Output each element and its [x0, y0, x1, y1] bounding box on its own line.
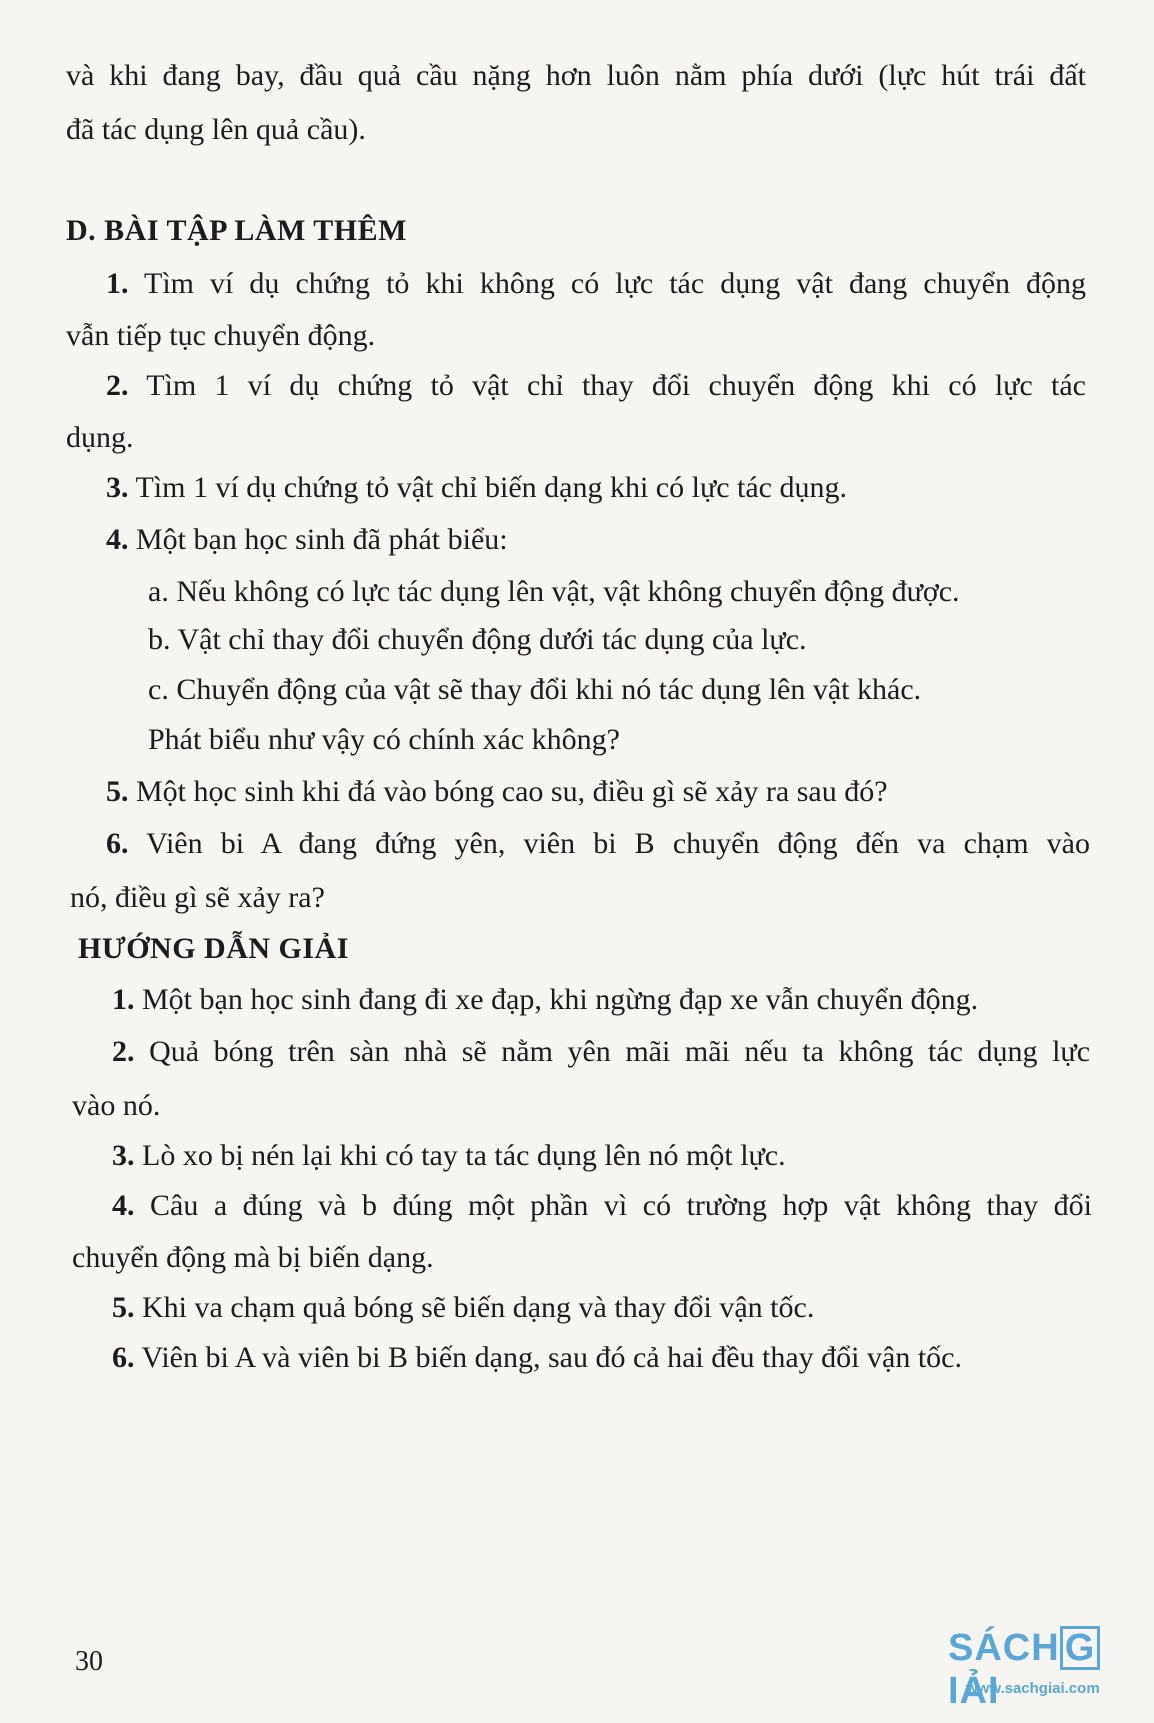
solution-1: [112, 982, 978, 1018]
solution-3: [112, 1138, 786, 1174]
intro-line-1: và khi đang bay, đầu quả cầu nặng hơn luôn nằm phía dưới (lực hút trái đất: [66, 59, 1086, 92]
solutions-title: HƯỚNG DẪN GIẢI: [78, 932, 349, 965]
statement-b: b. Vật chỉ thay đổi chuyển động dưới tác dụng của lực.: [148, 623, 807, 656]
statement-c: c. Chuyển động của vật sẽ thay đổi khi nó tác dụng lên vật khác.: [148, 673, 922, 706]
solution-text: Một bạn học sinh đang đi xe đạp, khi ngừng đạp xe vẫn chuyển động.: [142, 983, 979, 1016]
sachgiai-logo: [948, 1618, 1148, 1713]
solution-5: [112, 1290, 814, 1326]
section-d-title: D. BÀI TẬP LÀM THÊM: [66, 214, 407, 247]
solution-text: Viên bi A và viên bi B biến dạng, sau đó cả hai đều thay đổi vận tốc.: [141, 1341, 962, 1374]
solution-text: Quả bóng trên sàn nhà sẽ nằm yên mãi mãi nếu ta không tác dụng lực: [149, 1035, 1091, 1068]
solution-text: Khi va chạm quả bóng sẽ biến dạng và thay đổi vận tốc.: [142, 1291, 815, 1324]
exercise-number: 3.: [106, 471, 129, 504]
exercise-text: Viên bi A đang đứng yên, viên bi B chuyển động đến va chạm vào: [146, 827, 1090, 860]
logo-url: www.sachgiai.com: [966, 1680, 1100, 1697]
exercise-1-line-2: vẫn tiếp tục chuyển động.: [66, 319, 376, 352]
solution-number: 1.: [112, 983, 135, 1016]
exercise-1: [106, 266, 1086, 302]
exercise-2: [106, 368, 1086, 404]
exercise-number: 1.: [106, 267, 129, 300]
exercise-number: 2.: [106, 369, 129, 402]
exercise-text: Tìm 1 ví dụ chứng tỏ vật chỉ biến dạng khi có lực tác dụng.: [135, 471, 848, 504]
logo-wordmark: [948, 1626, 1148, 1713]
solution-text: Câu a đúng và b đúng một phần vì có trường hợp vật không thay đổi: [150, 1189, 1092, 1222]
exercise-6: [106, 826, 1090, 862]
solution-4-line-2: chuyển động mà bị biến dạng.: [72, 1241, 434, 1274]
exercise-5: [106, 774, 888, 810]
exercise-text: Một bạn học sinh đã phát biểu:: [136, 523, 508, 556]
exercise-2-line-2: dụng.: [66, 421, 134, 454]
exercise-number: 6.: [106, 827, 129, 860]
logo-text-left: SÁCH: [948, 1627, 1060, 1669]
intro-line-2: đã tác dụng lên quả cầu).: [66, 113, 366, 146]
exercise-number: 5.: [106, 775, 129, 808]
solution-number: 3.: [112, 1139, 135, 1172]
logo-text-right: IẢI: [948, 1670, 1000, 1712]
solution-number: 4.: [112, 1189, 135, 1222]
logo-boxed-letter: G: [1060, 1626, 1101, 1670]
solution-6: [112, 1340, 962, 1376]
solution-number: 5.: [112, 1291, 135, 1324]
exercise-3: [106, 470, 847, 506]
solution-number: 6.: [112, 1341, 135, 1374]
solution-2-line-2: vào nó.: [72, 1089, 161, 1122]
solution-number: 2.: [112, 1035, 135, 1068]
solution-2: [112, 1034, 1090, 1070]
statement-question: Phát biểu như vậy có chính xác không?: [148, 723, 620, 756]
page-number: 30: [75, 1646, 103, 1677]
exercise-number: 4.: [106, 523, 129, 556]
exercise-text: Tìm ví dụ chứng tỏ khi không có lực tác dụng vật đang chuyển động: [144, 267, 1086, 300]
exercise-text: Tìm 1 ví dụ chứng tỏ vật chỉ thay đổi chuyển động khi có lực tác: [146, 369, 1086, 402]
solution-4: [112, 1188, 1092, 1224]
exercise-text: Một học sinh khi đá vào bóng cao su, điều gì sẽ xảy ra sau đó?: [136, 775, 888, 808]
exercise-6-line-2: nó, điều gì sẽ xảy ra?: [70, 881, 325, 914]
solution-text: Lò xo bị nén lại khi có tay ta tác dụng lên nó một lực.: [142, 1139, 786, 1172]
statement-a: a. Nếu không có lực tác dụng lên vật, vật không chuyển động được.: [148, 575, 960, 608]
exercise-4: [106, 522, 508, 558]
